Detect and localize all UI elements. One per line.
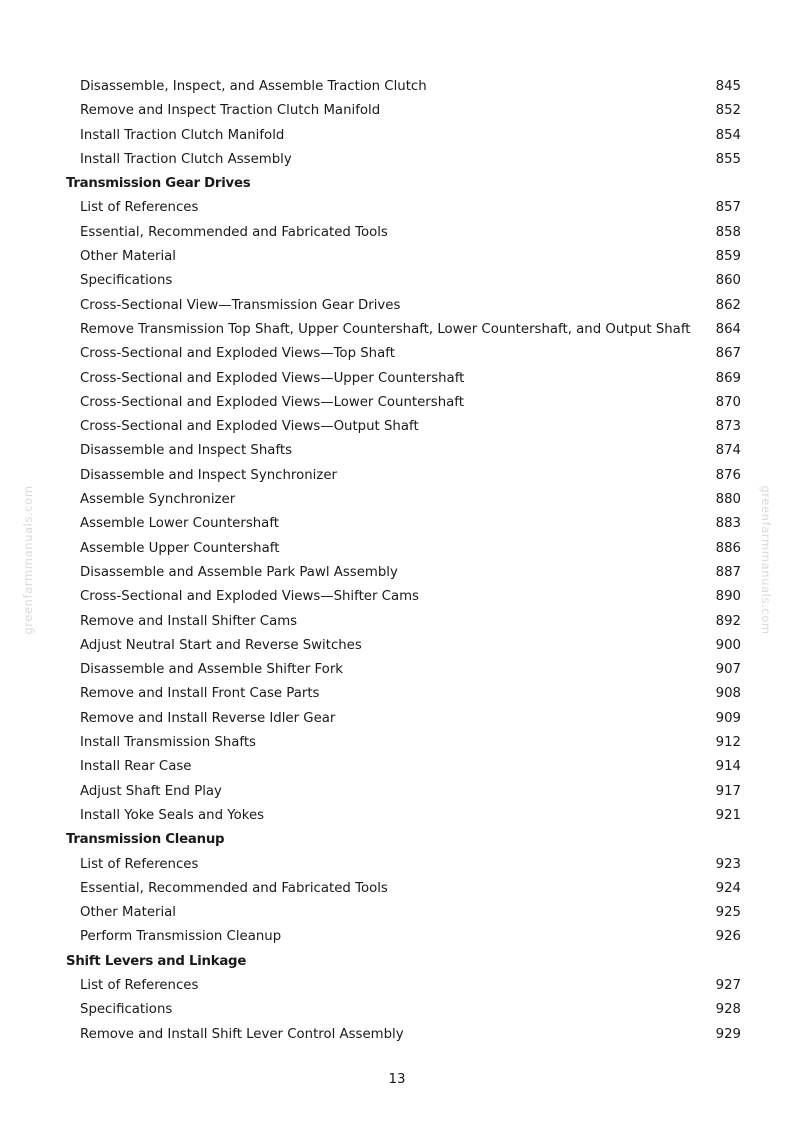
entry-title: Install Yoke Seals and Yokes xyxy=(80,807,265,823)
toc-entry[interactable] xyxy=(0,439,794,463)
page-ref: 869 xyxy=(715,370,741,386)
toc-entry[interactable] xyxy=(0,148,794,172)
toc-entry[interactable] xyxy=(0,731,794,755)
page-ref: 892 xyxy=(715,613,741,629)
toc-entry[interactable] xyxy=(0,488,794,512)
toc-entry[interactable] xyxy=(0,342,794,366)
page-ref: 917 xyxy=(715,783,741,799)
toc-entry[interactable] xyxy=(0,755,794,779)
entry-title: Specifications xyxy=(80,1002,173,1018)
toc-entry[interactable] xyxy=(0,99,794,123)
page-ref: 887 xyxy=(715,564,741,580)
toc-entry[interactable] xyxy=(0,294,794,318)
toc-entry[interactable] xyxy=(0,682,794,706)
entry-title: Disassemble and Assemble Park Pawl Assembly xyxy=(80,564,398,580)
toc-entry[interactable] xyxy=(0,75,794,99)
page-ref: 929 xyxy=(715,1026,741,1042)
entry-title: Cross-Sectional and Exploded Views—Lower Countershaft xyxy=(80,394,464,410)
page-ref: 880 xyxy=(715,492,741,508)
toc-entry[interactable] xyxy=(0,658,794,682)
toc-entry[interactable] xyxy=(0,464,794,488)
page-ref: 870 xyxy=(715,394,741,410)
page-ref: 928 xyxy=(715,1002,741,1018)
page-ref: 890 xyxy=(715,589,741,605)
page-ref: 862 xyxy=(715,297,741,313)
toc-entry[interactable] xyxy=(0,585,794,609)
page-ref: 925 xyxy=(715,905,741,921)
entry-title: Install Traction Clutch Assembly xyxy=(80,151,292,167)
page-ref: 923 xyxy=(715,856,741,872)
toc-entry[interactable] xyxy=(0,415,794,439)
toc-section-heading xyxy=(0,172,794,196)
table-of-contents xyxy=(0,75,794,1047)
toc-entry[interactable] xyxy=(0,610,794,634)
page-ref: 864 xyxy=(715,321,741,337)
page-ref: 876 xyxy=(715,467,741,483)
page-ref: 855 xyxy=(715,151,741,167)
entry-title: Remove and Install Shifter Cams xyxy=(80,613,298,629)
toc-entry[interactable] xyxy=(0,853,794,877)
toc-entry[interactable] xyxy=(0,318,794,342)
toc-entry[interactable] xyxy=(0,707,794,731)
page-ref: 859 xyxy=(715,249,741,265)
page-ref: 908 xyxy=(715,686,741,702)
toc-entry[interactable] xyxy=(0,634,794,658)
page-ref: 914 xyxy=(715,759,741,775)
toc-entry[interactable] xyxy=(0,537,794,561)
toc-entry[interactable] xyxy=(0,804,794,828)
toc-entry[interactable] xyxy=(0,925,794,949)
toc-entry[interactable] xyxy=(0,901,794,925)
entry-title: Cross-Sectional and Exploded Views—Shifter Cams xyxy=(80,589,419,605)
page-ref: 873 xyxy=(715,419,741,435)
page-number: 13 xyxy=(388,1072,406,1087)
page-ref: 858 xyxy=(715,224,741,240)
page-ref: 857 xyxy=(715,200,741,216)
entry-title: Assemble Lower Countershaft xyxy=(80,516,279,532)
entry-title: Cross-Sectional and Exploded Views—Output Shaft xyxy=(80,419,419,435)
entry-title: List of References xyxy=(80,856,199,872)
entry-title: Cross-Sectional and Exploded Views—Top Shaft xyxy=(80,346,395,362)
toc-entry[interactable] xyxy=(0,512,794,536)
toc-entry[interactable] xyxy=(0,221,794,245)
entry-title: Install Rear Case xyxy=(80,759,192,775)
section-title: Transmission Gear Drives xyxy=(66,176,251,192)
entry-title: Cross-Sectional View—Transmission Gear Drives xyxy=(80,297,401,313)
page-ref: 924 xyxy=(715,880,741,896)
page-ref: 912 xyxy=(715,735,741,751)
entry-title: Disassemble and Inspect Synchronizer xyxy=(80,467,337,483)
entry-title: List of References xyxy=(80,977,199,993)
entry-title: Other Material xyxy=(80,249,176,265)
page-ref: 883 xyxy=(715,516,741,532)
entry-title: List of References xyxy=(80,200,199,216)
toc-entry[interactable] xyxy=(0,780,794,804)
page-ref: 900 xyxy=(715,637,741,653)
page-ref: 886 xyxy=(715,540,741,556)
entry-title: Disassemble, Inspect, and Assemble Traction Clutch xyxy=(80,79,427,94)
toc-entry[interactable] xyxy=(0,245,794,269)
page-ref: 907 xyxy=(715,662,741,678)
page-ref: 874 xyxy=(715,443,741,459)
entry-title: Remove and Install Shift Lever Control Assembly xyxy=(80,1026,404,1042)
entry-title: Cross-Sectional and Exploded Views—Upper Countershaft xyxy=(80,370,465,386)
toc-entry[interactable] xyxy=(0,391,794,415)
page-ref: 927 xyxy=(715,977,741,993)
toc-entry[interactable] xyxy=(0,269,794,293)
toc-entry[interactable] xyxy=(0,877,794,901)
watermark-text: greenfarmmanuals.com xyxy=(21,485,35,635)
entry-title: Specifications xyxy=(80,273,173,289)
entry-title: Other Material xyxy=(80,905,176,921)
toc-entry[interactable] xyxy=(0,367,794,391)
toc-entry[interactable] xyxy=(0,974,794,998)
entry-title: Adjust Neutral Start and Reverse Switches xyxy=(80,637,362,653)
page-ref: 867 xyxy=(715,346,741,362)
page-ref: 921 xyxy=(715,807,741,823)
toc-entry[interactable] xyxy=(0,998,794,1022)
toc-entry[interactable] xyxy=(0,561,794,585)
entry-title: Essential, Recommended and Fabricated Tools xyxy=(80,880,388,896)
entry-title: Disassemble and Assemble Shifter Fork xyxy=(80,662,343,678)
page-ref: 909 xyxy=(715,710,741,726)
toc-entry[interactable] xyxy=(0,124,794,148)
section-title: Shift Levers and Linkage xyxy=(66,953,247,969)
page-ref: 854 xyxy=(715,127,741,143)
entry-title: Adjust Shaft End Play xyxy=(80,783,222,799)
toc-section-heading xyxy=(0,828,794,852)
entry-title: Perform Transmission Cleanup xyxy=(80,929,282,945)
entry-title: Install Traction Clutch Manifold xyxy=(80,127,285,143)
entry-title: Remove Transmission Top Shaft, Upper Countershaft, Lower Countershaft, and Output Shaft xyxy=(80,321,691,337)
entry-title: Remove and Install Reverse Idler Gear xyxy=(80,710,336,726)
page-ref: 926 xyxy=(715,929,741,945)
section-title: Transmission Cleanup xyxy=(66,832,225,848)
entry-title: Remove and Install Front Case Parts xyxy=(80,686,320,702)
toc-entry[interactable] xyxy=(0,1023,794,1047)
toc-section-heading xyxy=(0,950,794,974)
page-ref: 852 xyxy=(715,103,741,119)
watermark-text: greenfarmmanuals.com xyxy=(759,485,773,635)
entry-title: Assemble Synchronizer xyxy=(80,492,236,508)
toc-entry[interactable] xyxy=(0,196,794,220)
entry-title: Install Transmission Shafts xyxy=(80,735,256,751)
entry-title: Essential, Recommended and Fabricated Tools xyxy=(80,224,388,240)
page-ref: 845 xyxy=(715,79,741,94)
entry-title: Disassemble and Inspect Shafts xyxy=(80,443,293,459)
entry-title: Remove and Inspect Traction Clutch Manifold xyxy=(80,103,381,119)
page-ref: 860 xyxy=(715,273,741,289)
entry-title: Assemble Upper Countershaft xyxy=(80,540,280,556)
